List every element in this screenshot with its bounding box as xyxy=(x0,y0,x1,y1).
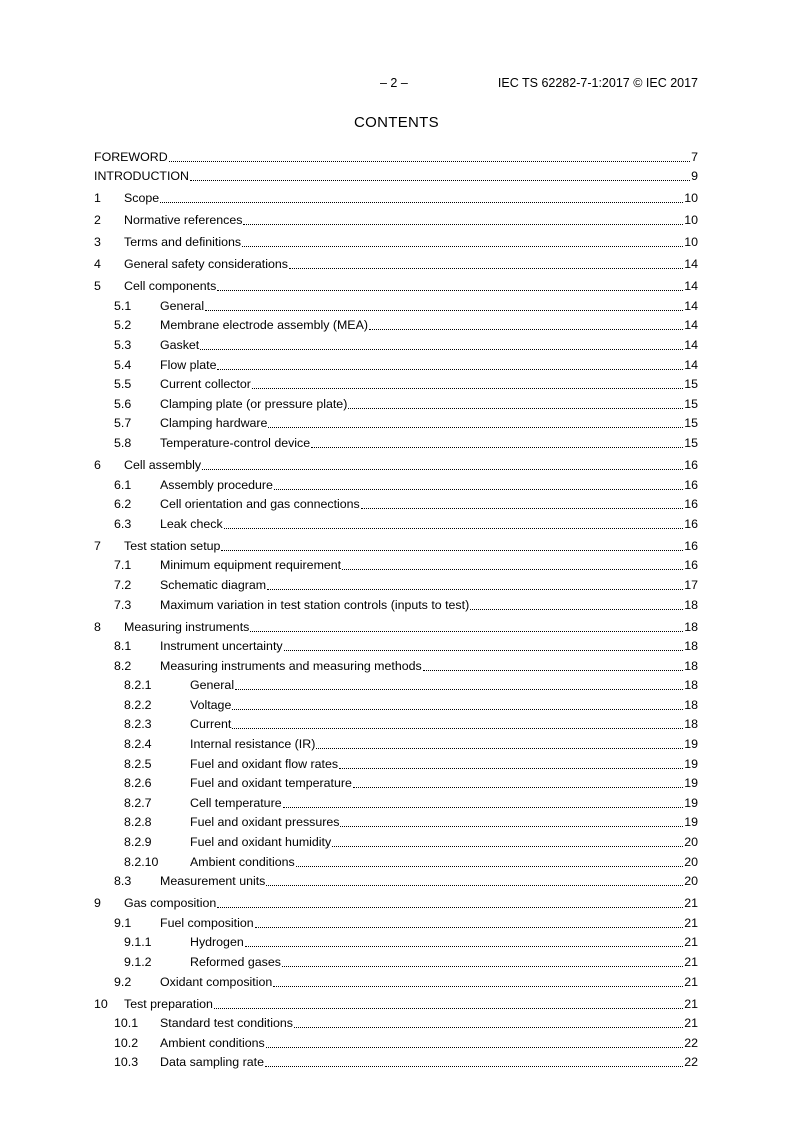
toc-entry[interactable] xyxy=(94,294,698,314)
toc-entry-number: 6.3 xyxy=(114,516,132,531)
toc-entry[interactable] xyxy=(94,451,698,473)
toc-entry[interactable] xyxy=(94,554,698,574)
toc-entry[interactable] xyxy=(94,206,698,228)
document-reference: IEC TS 62282-7-1:2017 © IEC 2017 xyxy=(497,76,698,90)
toc-entry-title: Voltage xyxy=(190,697,232,712)
toc-entry-number: 8.1 xyxy=(114,639,132,654)
toc-entry-page: 19 xyxy=(684,815,698,830)
toc-entry[interactable] xyxy=(94,165,698,185)
toc-entry-number: 5.6 xyxy=(114,396,132,411)
contents-title: CONTENTS xyxy=(354,114,439,131)
toc-entry-number: 9.1.1 xyxy=(124,935,152,950)
toc-entry-page: 21 xyxy=(684,955,698,969)
toc-entry-title: Maximum variation in test station controls (inputs to test) xyxy=(160,597,470,612)
toc-entry-page: 19 xyxy=(684,737,698,752)
toc-dot-leader xyxy=(342,568,683,570)
toc-entry-number: 9 xyxy=(94,896,101,911)
toc-entry-number: 10.3 xyxy=(114,1055,139,1070)
toc-entry-number: 8.2.5 xyxy=(124,756,152,771)
toc-entry-number: 5.4 xyxy=(114,357,132,372)
toc-entry[interactable] xyxy=(94,431,698,451)
toc-entry-title: Scope xyxy=(124,191,160,206)
toc-dot-leader xyxy=(296,865,684,867)
toc-entry-title: Normative references xyxy=(124,213,243,228)
toc-entry-page: 14 xyxy=(684,357,698,372)
toc-entry-page: 14 xyxy=(684,337,698,352)
toc-entry-page: 18 xyxy=(684,697,698,712)
toc-entry-page: 20 xyxy=(684,854,698,869)
toc-entry-page: 22 xyxy=(684,1055,698,1070)
toc-entry-title: Measuring instruments xyxy=(124,619,250,634)
toc-entry[interactable] xyxy=(94,850,698,870)
toc-entry-number: 5.1 xyxy=(114,298,132,313)
toc-entry[interactable] xyxy=(94,228,698,250)
toc-entry[interactable] xyxy=(94,392,698,412)
toc-dot-leader xyxy=(205,309,683,311)
toc-entry-title: Internal resistance (IR) xyxy=(190,737,316,752)
toc-entry[interactable] xyxy=(94,732,698,752)
toc-dot-leader xyxy=(169,160,690,162)
toc-entry-number: 5.8 xyxy=(114,435,132,450)
toc-entry[interactable] xyxy=(94,145,698,165)
toc-entry-title: Temperature-control device xyxy=(160,435,311,450)
toc-entry-page: 19 xyxy=(684,795,698,810)
toc-dot-leader xyxy=(361,507,683,509)
toc-entry-page: 14 xyxy=(684,279,698,294)
toc-entry-number: 9.2 xyxy=(114,974,132,989)
toc-dot-leader xyxy=(316,747,683,749)
toc-dot-leader xyxy=(311,446,683,448)
toc-entry[interactable] xyxy=(94,713,698,733)
toc-entry-title: Fuel composition xyxy=(160,915,254,930)
toc-entry[interactable] xyxy=(94,811,698,831)
toc-entry[interactable] xyxy=(94,889,698,911)
toc-dot-leader xyxy=(266,884,683,886)
page-number: – 2 – xyxy=(380,76,408,90)
toc-dot-leader xyxy=(221,549,683,551)
toc-dot-leader xyxy=(235,688,683,690)
toc-entry-title: Fuel and oxidant pressures xyxy=(190,815,340,830)
toc-entry-title: Gas composition xyxy=(124,896,217,911)
toc-entry-page: 18 xyxy=(684,639,698,654)
toc-entry-title: Fuel and oxidant temperature xyxy=(190,776,352,791)
toc-entry-page: 10 xyxy=(684,235,698,250)
toc-entry[interactable] xyxy=(94,272,698,294)
toc-entry-page: 15 xyxy=(684,416,698,431)
toc-dot-leader xyxy=(266,1046,684,1048)
toc-entry-number: 5.3 xyxy=(114,337,132,352)
toc-entry-number: 8.3 xyxy=(114,874,132,889)
toc-entry-number: 4 xyxy=(94,257,101,272)
toc-entry[interactable] xyxy=(94,184,698,206)
toc-entry-title: INTRODUCTION xyxy=(94,169,189,184)
toc-dot-leader xyxy=(470,608,683,610)
toc-entry-number: 6.2 xyxy=(114,497,132,512)
toc-entry-title: Data sampling rate xyxy=(160,1055,264,1070)
toc-entry-number: 5 xyxy=(94,279,101,294)
toc-entry[interactable] xyxy=(94,1012,698,1032)
toc-dot-leader xyxy=(232,708,683,710)
toc-entry-page: 9 xyxy=(691,169,698,184)
toc-entry-number: 8.2.9 xyxy=(124,835,152,850)
toc-entry-page: 18 xyxy=(684,619,698,634)
toc-entry-number: 9.1 xyxy=(114,915,132,930)
toc-dot-leader xyxy=(265,1065,683,1067)
toc-dot-leader xyxy=(282,965,683,967)
toc-dot-leader xyxy=(339,767,683,769)
toc-entry-page: 14 xyxy=(684,257,698,272)
toc-entry-page: 10 xyxy=(684,191,698,206)
toc-entry[interactable] xyxy=(94,412,698,432)
toc-entry-number: 10.2 xyxy=(114,1035,139,1050)
toc-entry-number: 8.2.8 xyxy=(124,815,152,830)
toc-dot-leader xyxy=(224,527,684,529)
toc-entry[interactable] xyxy=(94,970,698,990)
toc-entry[interactable] xyxy=(94,353,698,373)
toc-entry-number: 1 xyxy=(94,191,101,206)
toc-entry-number: 8.2.3 xyxy=(124,717,152,732)
toc-entry-number: 2 xyxy=(94,213,101,228)
toc-entry-page: 16 xyxy=(684,477,698,492)
toc-entry-title: Current collector xyxy=(160,377,251,392)
toc-dot-leader xyxy=(268,426,683,428)
toc-entry-page: 16 xyxy=(684,516,698,531)
toc-entry[interactable] xyxy=(94,931,698,951)
toc-entry-number: 3 xyxy=(94,235,101,250)
toc-entry-number: 7 xyxy=(94,538,101,553)
toc-dot-leader xyxy=(200,348,683,350)
toc-entry-page: 22 xyxy=(684,1035,698,1050)
toc-entry-title: Leak check xyxy=(160,516,223,531)
toc-entry[interactable] xyxy=(94,512,698,532)
toc-entry-page: 16 xyxy=(684,558,698,573)
toc-entry[interactable] xyxy=(94,573,698,593)
toc-dot-leader xyxy=(245,945,683,947)
toc-dot-leader xyxy=(348,407,683,409)
toc-dot-leader xyxy=(274,488,683,490)
toc-dot-leader xyxy=(423,669,683,671)
toc-entry-page: 14 xyxy=(684,298,698,313)
toc-dot-leader xyxy=(294,1026,683,1028)
toc-entry-title: Measurement units xyxy=(160,874,266,889)
toc-entry-title: Fuel and oxidant humidity xyxy=(190,835,332,850)
toc-entry-title: General safety considerations xyxy=(124,257,288,272)
toc-entry[interactable] xyxy=(94,1051,698,1071)
toc-entry[interactable] xyxy=(94,373,698,393)
toc-entry-page: 21 xyxy=(684,974,698,989)
toc-dot-leader xyxy=(243,223,683,225)
toc-dot-leader xyxy=(202,468,683,470)
toc-entry-number: 8.2.10 xyxy=(124,854,159,869)
toc-entry-page: 7 xyxy=(691,149,698,164)
toc-entry-title: Hydrogen xyxy=(190,935,244,950)
toc-dot-leader xyxy=(283,806,684,808)
toc-entry-number: 6 xyxy=(94,457,101,472)
toc-entry-number: 5.2 xyxy=(114,318,132,333)
toc-entry-title: Standard test conditions xyxy=(160,1016,293,1031)
toc-entry[interactable] xyxy=(94,752,698,772)
toc-entry-page: 18 xyxy=(684,717,698,732)
toc-dot-leader xyxy=(217,368,683,370)
toc-entry-title: Membrane electrode assembly (MEA) xyxy=(160,318,368,333)
toc-entry-page: 21 xyxy=(684,996,698,1011)
toc-entry-page: 10 xyxy=(684,213,698,228)
toc-entry-number: 5.5 xyxy=(114,377,132,392)
toc-dot-leader xyxy=(369,328,683,330)
toc-entry-title: Ambient conditions xyxy=(190,854,295,869)
toc-entry-page: 19 xyxy=(684,756,698,771)
toc-entry[interactable] xyxy=(94,791,698,811)
toc-entry-title: Flow plate xyxy=(160,357,217,372)
toc-entry-title: Terms and definitions xyxy=(124,235,242,250)
toc-entry[interactable] xyxy=(94,635,698,655)
toc-entry[interactable] xyxy=(94,911,698,931)
toc-entry-title: Schematic diagram xyxy=(160,577,267,592)
toc-entry-page: 18 xyxy=(684,678,698,693)
toc-entry-title: Ambient conditions xyxy=(160,1035,265,1050)
toc-dot-leader xyxy=(217,289,683,291)
toc-entry-page: 15 xyxy=(684,377,698,392)
toc-entry[interactable] xyxy=(94,870,698,890)
toc-dot-leader xyxy=(250,630,683,632)
toc-entry-number: 10 xyxy=(94,996,108,1011)
toc-entry-title: Clamping plate (or pressure plate) xyxy=(160,396,348,411)
toc-entry-number: 8.2.7 xyxy=(124,795,152,810)
toc-entry-page: 18 xyxy=(684,658,698,673)
toc-entry-number: 7.3 xyxy=(114,597,132,612)
toc-entry-title: Minimum equipment requirement xyxy=(160,558,342,573)
toc-dot-leader xyxy=(242,245,683,247)
toc-dot-leader xyxy=(289,267,683,269)
toc-entry[interactable] xyxy=(94,654,698,674)
toc-entry-title: Cell temperature xyxy=(190,795,282,810)
toc-entry[interactable] xyxy=(94,693,698,713)
toc-entry-title: Test preparation xyxy=(124,996,213,1011)
toc-entry[interactable] xyxy=(94,473,698,493)
toc-entry-page: 18 xyxy=(684,597,698,612)
toc-entry[interactable] xyxy=(94,250,698,272)
toc-entry-number: 9.1.2 xyxy=(124,955,152,969)
toc-entry-number: 8.2.2 xyxy=(124,697,152,712)
toc-entry-page: 14 xyxy=(684,318,698,333)
toc-dot-leader xyxy=(252,387,683,389)
toc-entry-title: General xyxy=(160,298,205,313)
toc-dot-leader xyxy=(160,201,683,203)
toc-entry-page: 16 xyxy=(684,457,698,472)
toc-entry-title: Current xyxy=(190,717,232,732)
toc-entry-title: Cell components xyxy=(124,279,217,294)
toc-entry-number: 5.7 xyxy=(114,416,132,431)
toc-entry[interactable] xyxy=(94,613,698,635)
toc-entry-page: 21 xyxy=(684,935,698,950)
toc-entry-page: 20 xyxy=(684,835,698,850)
toc-entry[interactable] xyxy=(94,593,698,613)
toc-entry-title: FOREWORD xyxy=(94,149,168,164)
toc-dot-leader xyxy=(267,588,683,590)
toc-entry[interactable] xyxy=(94,314,698,334)
toc-entry-title: Oxidant composition xyxy=(160,974,273,989)
toc-entry-page: 15 xyxy=(684,435,698,450)
toc-dot-leader xyxy=(255,926,684,928)
toc-entry-number: 8.2.1 xyxy=(124,678,152,693)
toc-dot-leader xyxy=(284,649,684,651)
toc-entry-title: Gasket xyxy=(160,337,200,352)
toc-entry[interactable] xyxy=(94,493,698,513)
toc-entry-title: Cell assembly xyxy=(124,457,202,472)
toc-entry-page: 19 xyxy=(684,776,698,791)
toc-dot-leader xyxy=(353,786,683,788)
toc-dot-leader xyxy=(217,906,683,908)
toc-entry-title: Test station setup xyxy=(124,538,221,553)
toc-entry-number: 7.2 xyxy=(114,577,132,592)
toc-entry-number: 8 xyxy=(94,619,101,634)
toc-dot-leader xyxy=(232,727,683,729)
toc-entry-page: 16 xyxy=(684,497,698,512)
toc-entry-page: 21 xyxy=(684,1016,698,1031)
toc-entry-number: 6.1 xyxy=(114,477,132,492)
toc-entry-title: Cell orientation and gas connections xyxy=(160,497,360,512)
toc-entry-title: Fuel and oxidant flow rates xyxy=(190,756,339,771)
toc-entry[interactable] xyxy=(94,772,698,792)
table-of-contents xyxy=(94,145,698,1070)
toc-entry-number: 8.2.6 xyxy=(124,776,152,791)
toc-entry-title: Measuring instruments and measuring methods xyxy=(160,658,422,673)
toc-entry[interactable] xyxy=(94,333,698,353)
toc-entry[interactable] xyxy=(94,950,698,970)
toc-entry-number: 10.1 xyxy=(114,1016,139,1031)
toc-entry-title: General xyxy=(190,678,235,693)
toc-entry[interactable] xyxy=(94,674,698,694)
toc-entry[interactable] xyxy=(94,1031,698,1051)
toc-entry-number: 7.1 xyxy=(114,558,132,573)
toc-entry-page: 21 xyxy=(684,915,698,930)
toc-entry[interactable] xyxy=(94,532,698,554)
toc-entry[interactable] xyxy=(94,990,698,1012)
toc-dot-leader xyxy=(332,845,683,847)
toc-entry-page: 21 xyxy=(684,896,698,911)
toc-dot-leader xyxy=(190,179,690,181)
toc-entry[interactable] xyxy=(94,830,698,850)
toc-entry-number: 8.2.4 xyxy=(124,737,152,752)
toc-dot-leader xyxy=(273,985,683,987)
toc-dot-leader xyxy=(340,825,683,827)
toc-entry-page: 17 xyxy=(684,577,698,592)
toc-entry-title: Instrument uncertainty xyxy=(160,639,283,654)
toc-entry-title: Clamping hardware xyxy=(160,416,268,431)
page-header xyxy=(0,76,793,92)
toc-entry-page: 15 xyxy=(684,396,698,411)
toc-entry-title: Assembly procedure xyxy=(160,477,273,492)
toc-dot-leader xyxy=(214,1007,683,1009)
toc-entry-title: Reformed gases xyxy=(190,955,281,969)
toc-entry-page: 16 xyxy=(684,538,698,553)
toc-entry-page: 20 xyxy=(684,874,698,889)
toc-entry-number: 8.2 xyxy=(114,658,132,673)
